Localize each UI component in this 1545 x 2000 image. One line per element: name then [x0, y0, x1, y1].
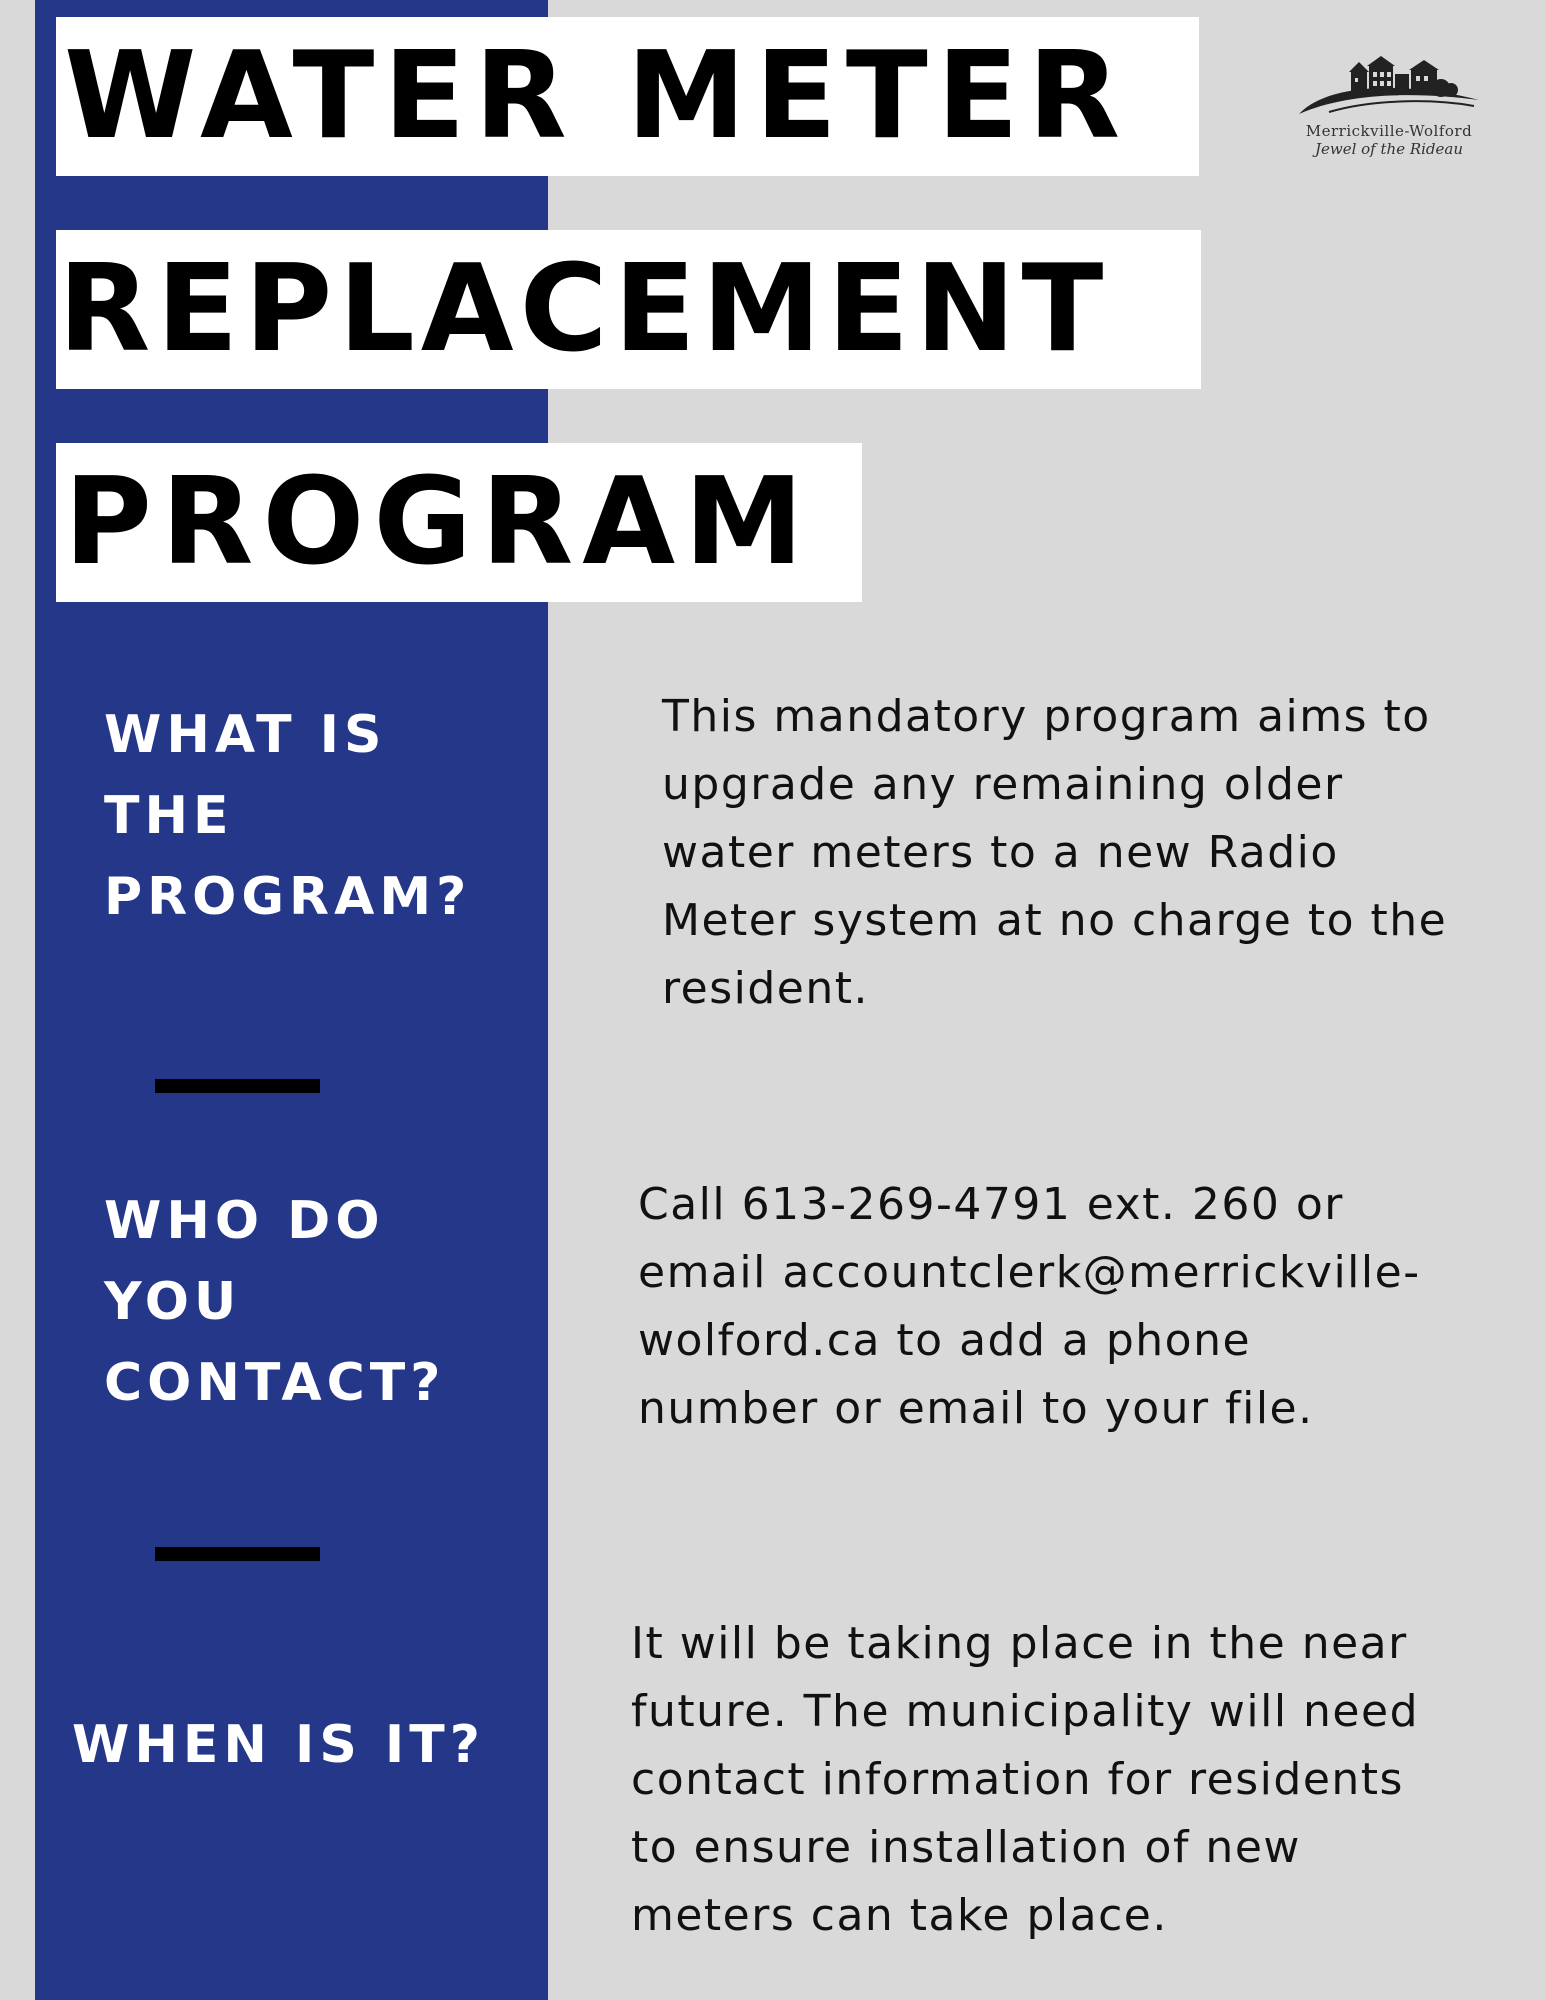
- question-when-is-it: WHEN IS IT?: [72, 1715, 485, 1775]
- answer-when-is-it: It will be taking place in the near future. The municipality will need contact information for residents to ensure installation of new meters can take place.: [631, 1618, 1419, 1941]
- title-line-2: REPLACEMENT: [56, 230, 1201, 389]
- title-line-1: WATER METER: [56, 17, 1199, 176]
- section-divider: [155, 1079, 320, 1093]
- logo-name: Merrickville-Wolford: [1305, 122, 1473, 140]
- answer-who-to-contact: Call 613-269-4791 ext. 260 or email accountclerk@merrickville- wolford.ca to add a phone number or email to your file.: [638, 1179, 1421, 1434]
- question-who-to-contact: WHO DO YOU CONTACT?: [104, 1191, 446, 1413]
- question-what-is-program: WHAT IS THE PROGRAM?: [104, 705, 472, 927]
- logo-tagline: Jewel of the Rideau: [1314, 140, 1464, 158]
- title-line-3: PROGRAM: [56, 443, 862, 602]
- answer-what-is-program: This mandatory program aims to upgrade any remaining older water meters to a new Radio Meter system at no charge to the resident.: [662, 691, 1448, 1014]
- section-divider: [155, 1547, 320, 1561]
- town-buildings-icon: [1289, 52, 1489, 120]
- municipality-logo: [1278, 52, 1500, 172]
